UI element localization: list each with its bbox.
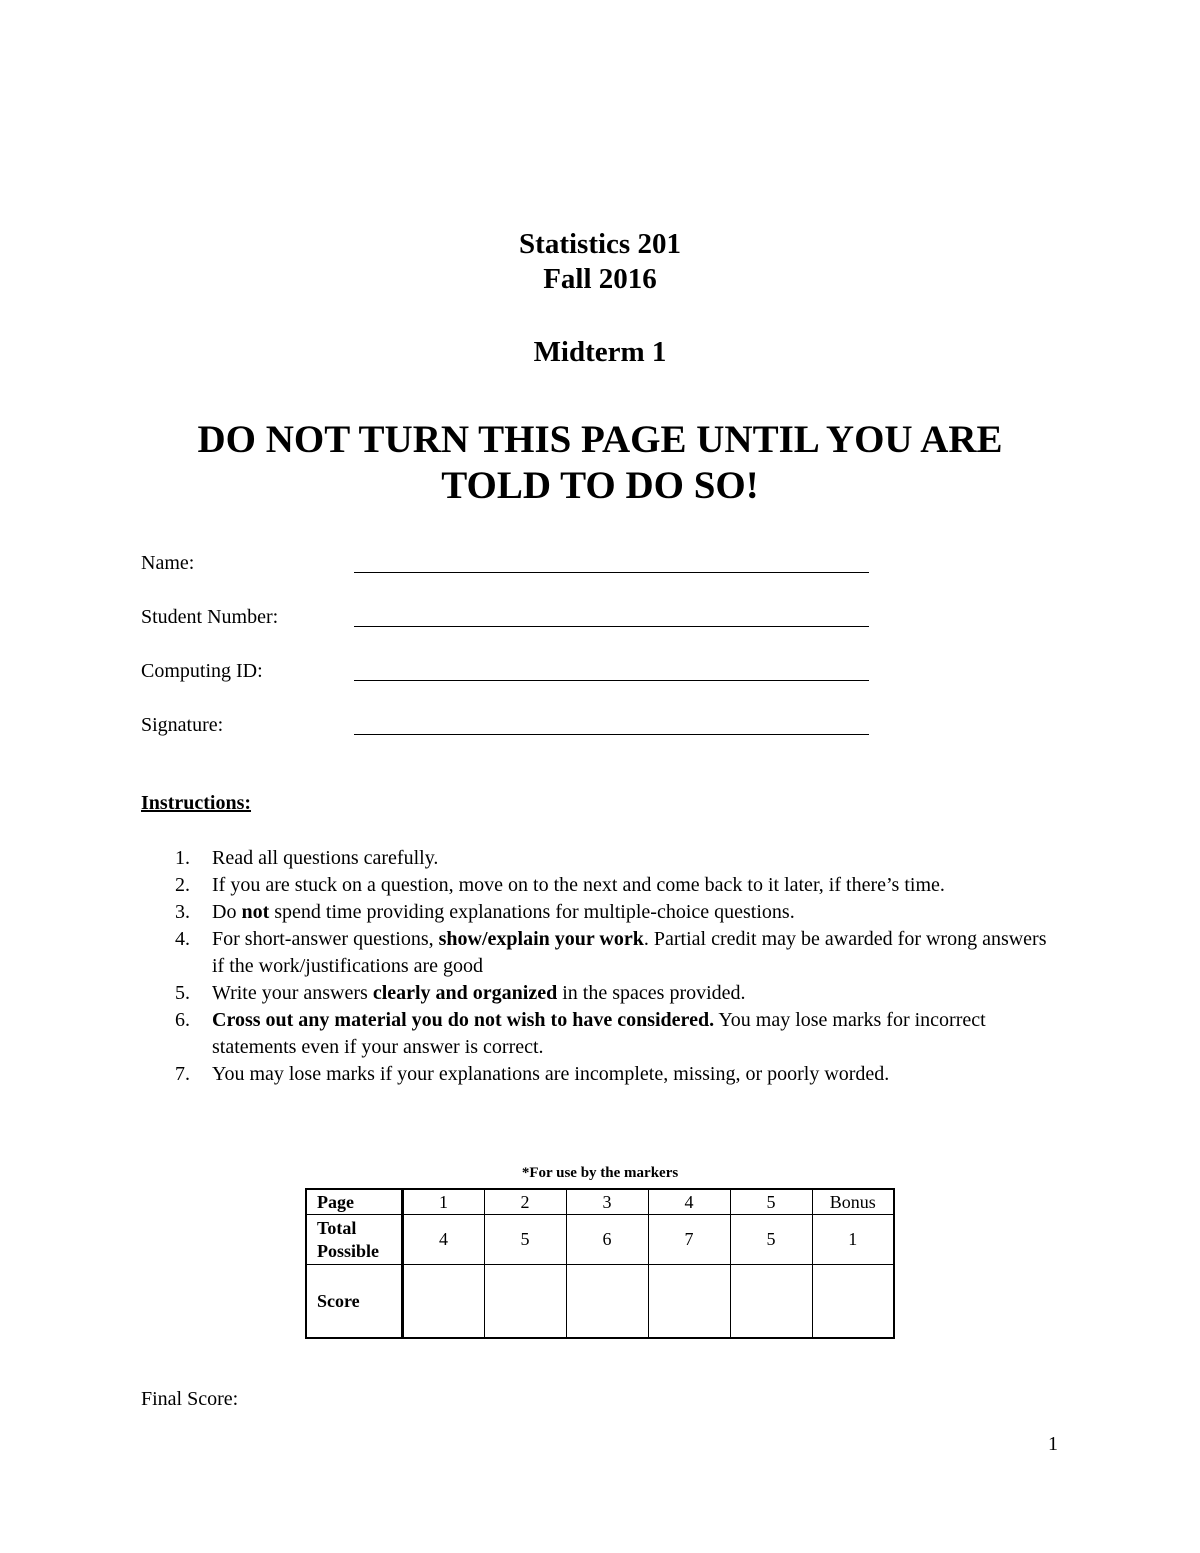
page-cell: Bonus (812, 1189, 894, 1215)
warning-line-2: TOLD TO DO SO! (441, 464, 759, 507)
instruction-text: You may lose marks if your explanations are incomplete, missing, or poorly worded. (212, 1063, 890, 1085)
name-label: Name: (141, 552, 195, 574)
instruction-emphasis: show/explain your work (438, 928, 644, 950)
computing-id-label: Computing ID: (141, 660, 263, 682)
total-cell: 4 (402, 1215, 484, 1265)
table-row-page (306, 1189, 894, 1215)
table-row-total (306, 1215, 894, 1265)
exam-title: Midterm 1 (533, 336, 667, 368)
course-title: Statistics 201 (519, 228, 681, 260)
table-row-score (306, 1265, 894, 1339)
score-cell (484, 1265, 566, 1339)
name-blank (354, 572, 869, 573)
instructions-list (141, 845, 1061, 1088)
instructions-heading: Instructions: (141, 792, 252, 814)
instruction-text: You may lose marks for incorrect statements even if your answer is correct. (212, 1009, 986, 1058)
instruction-text: Write your answers (212, 982, 373, 1004)
instruction-item (141, 845, 1061, 872)
instruction-text: For short-answer questions, (212, 928, 439, 950)
total-cell: 5 (484, 1215, 566, 1265)
marks-table (305, 1188, 895, 1339)
computing-id-blank (354, 680, 869, 681)
total-cell: 5 (730, 1215, 812, 1265)
total-row-label: Total Possible (306, 1215, 402, 1265)
score-cell (402, 1265, 484, 1339)
instruction-item (141, 1061, 1061, 1088)
page-cell: 5 (730, 1189, 812, 1215)
instruction-number: 7. (175, 1063, 190, 1085)
signature-blank (354, 734, 869, 735)
instruction-item (141, 1007, 1061, 1061)
score-cell (648, 1265, 730, 1339)
student-number-blank (354, 626, 869, 627)
total-cell: 1 (812, 1215, 894, 1265)
page-cell: 3 (566, 1189, 648, 1215)
final-score-label: Final Score: (141, 1388, 239, 1410)
score-cell (812, 1265, 894, 1339)
score-cell (730, 1265, 812, 1339)
warning-line-1: DO NOT TURN THIS PAGE UNTIL YOU ARE (197, 418, 1003, 461)
instruction-item (141, 899, 1061, 926)
instruction-item (141, 980, 1061, 1007)
instruction-number: 3. (175, 901, 190, 923)
score-cell (566, 1265, 648, 1339)
instruction-emphasis: clearly and organized (372, 982, 558, 1004)
warning-banner (0, 417, 1200, 509)
instruction-number: 4. (175, 928, 190, 950)
student-number-label: Student Number: (141, 606, 279, 628)
markers-caption: *For use by the markers (521, 1165, 679, 1181)
instruction-number: 6. (175, 1009, 190, 1031)
total-cell: 6 (566, 1215, 648, 1265)
page-cell: 1 (402, 1189, 484, 1215)
instruction-number: 5. (175, 982, 190, 1004)
instruction-emphasis: Cross out any material you do not wish to have considered. (212, 1009, 715, 1031)
term-title: Fall 2016 (543, 263, 657, 295)
instruction-number: 1. (175, 847, 190, 869)
instruction-text: spend time providing explanations for multiple-choice questions. (269, 901, 795, 923)
page-number: 1 (1048, 1433, 1058, 1455)
instruction-text: Do (212, 901, 242, 923)
signature-label: Signature: (141, 714, 224, 736)
page-row-label: Page (306, 1189, 402, 1215)
instruction-text: If you are stuck on a question, move on to the next and come back to it later, if there’s time. (212, 874, 945, 896)
instruction-emphasis: not (241, 901, 270, 923)
page-cell: 2 (484, 1189, 566, 1215)
instruction-text: . Partial credit may be awarded for wrong answers if the work/justifications are good (212, 928, 1047, 977)
instruction-item (141, 926, 1061, 980)
page-cell: 4 (648, 1189, 730, 1215)
instruction-text: in the spaces provided. (557, 982, 746, 1004)
score-row-label: Score (306, 1265, 402, 1339)
instruction-item (141, 872, 1061, 899)
instruction-text: Read all questions carefully. (212, 847, 439, 869)
total-cell: 7 (648, 1215, 730, 1265)
instruction-number: 2. (175, 874, 190, 896)
